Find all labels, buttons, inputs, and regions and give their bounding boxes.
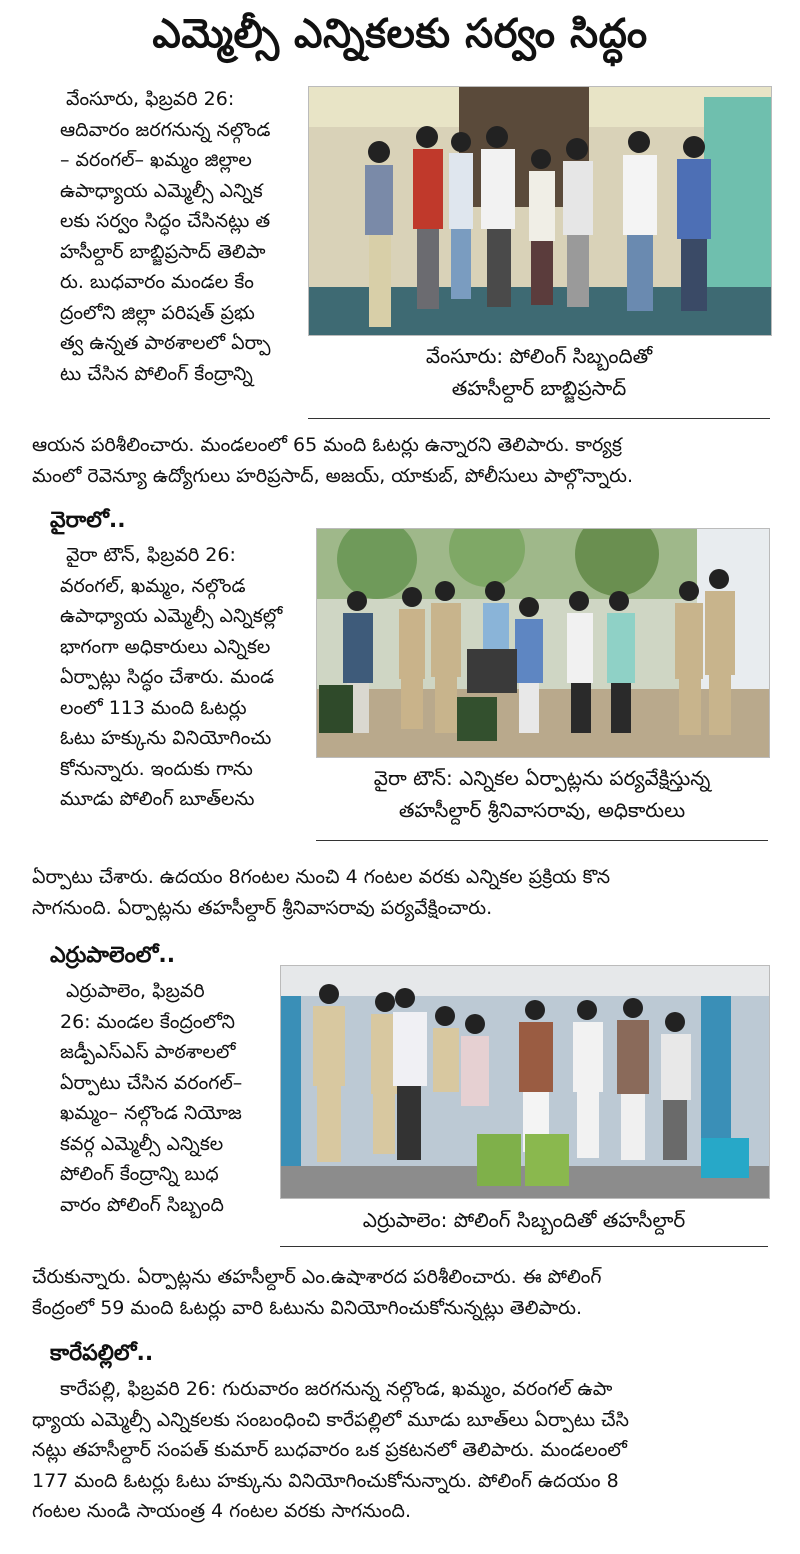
- section4-wide-text: [32, 1374, 788, 1527]
- photo-graphic: [309, 87, 771, 335]
- text-line: త్వ ఉన్నత పాఠశాలలో ఏర్పా: [60, 332, 271, 354]
- text-line: లకు సర్వం సిద్ధం చేసినట్లు త: [60, 210, 271, 232]
- photo-wyra-election-arrangements: [316, 528, 770, 758]
- text-line: జడ్పీఎస్ఎస్ పాఠశాలలో: [60, 1041, 236, 1063]
- subheading-karepalli: కారేపల్లిలో..: [50, 1341, 154, 1366]
- headline: ఎమ్మెల్సీ ఎన్నికలకు సర్వం సిద్ధం: [152, 11, 648, 57]
- text-line: వరంగల్, ఖమ్మం, నల్గొండ: [60, 574, 246, 597]
- caption-line: తహసీల్దార్ బాబ్జిప్రసాద్: [451, 376, 627, 400]
- text-line: ఎర్రుపాలెం, ఫిబ్రవరి: [66, 980, 205, 1002]
- text-line: సాగనుంది. ఏర్పాట్లను తహసీల్దార్ శ్రీనివాసరావు పర్యవేక్షించారు.: [32, 896, 493, 919]
- text-line: ద్రంలోని జిల్లా పరిషత్ ప్రభు: [60, 301, 255, 324]
- caption-line: వేంసూరు: పోలింగ్ సిబ్బందితో: [425, 344, 653, 368]
- text-line: ఓటు హక్కును వినియోగించు: [60, 727, 272, 749]
- photo-graphic: [281, 966, 769, 1198]
- text-line: ధ్యాయ ఎమ్మెల్సీ ఎన్నికలకు సంబంధించి కారేపల్లిలో మూడు బూత్‌లు ఏర్పాటు చేసి: [32, 1408, 629, 1431]
- text-line: భాగంగా అధికారులు ఎన్నికల: [60, 635, 271, 658]
- text-line: నట్లు తహసీల్దార్ సంపత్ కుమార్ బుధవారం ఒక ప్రకటనలో తెలిపారు. మండలంలో: [32, 1439, 627, 1461]
- caption-rule: [308, 418, 770, 419]
- text-line: వైరా టౌన్, ఫిబ్రవరి 26:: [66, 544, 236, 566]
- caption-rule: [316, 840, 768, 841]
- subheading-wyra: వైరాలో..: [50, 508, 126, 533]
- text-line: కోనున్నారు. ఇందుకు గాను: [60, 757, 253, 780]
- text-line: గంటల నుండి సాయంత్ర 4 గంటల వరకు సాగనుంది.: [32, 1500, 412, 1522]
- text-line: ఉపాధ్యాయ ఎమ్మెల్సీ ఎన్నికల్లో: [60, 605, 283, 627]
- caption-line: వైరా టౌన్: ఎన్నికల ఏర్పాట్లను పర్యవేక్షిస్తున్న: [373, 766, 711, 790]
- text-line: వేంసూరు, ఫిబ్రవరి 26:: [66, 88, 235, 110]
- text-line: రు. బుధవారం మండల కేం: [60, 271, 254, 293]
- text-line: కేంద్రంలో 59 మంది ఓటర్లు వారి ఓటును వినియోగించుకోనున్నట్లు తెలిపారు.: [32, 1296, 582, 1319]
- text-line: పోలింగ్ కేంద్రాన్ని బుధ: [60, 1163, 219, 1185]
- text-line: మూడు పోలింగ్ బూత్‌లను: [60, 788, 255, 810]
- text-line: ఖమ్మం– నల్గొండ నియోజ: [60, 1102, 242, 1124]
- text-line: లంలో 113 మంది ఓటర్లు: [60, 696, 247, 719]
- text-line: ఏర్పాటు చేసిన వరంగల్–: [60, 1071, 243, 1094]
- section3-column-text: [60, 976, 270, 1220]
- text-line: ఏర్పాట్లు సిద్ధం చేశారు. మండ: [60, 666, 275, 688]
- text-line: – వరంగల్– ఖమ్మం జిల్లాల: [60, 149, 252, 171]
- section1-column-text: [60, 84, 294, 389]
- subheading-errupalem: ఎర్రుపాలెంలో..: [50, 943, 176, 968]
- section2-wide-text: [32, 862, 788, 923]
- section2-column-text: [60, 540, 304, 815]
- text-line: ఆదివారం జరగనున్న నల్గొండ: [60, 118, 271, 141]
- text-line: ఏర్పాటు చేశారు. ఉదయం 8గంటల నుంచి 4 గంటల వరకు ఎన్నికల ప్రక్రియ కొన: [32, 866, 611, 888]
- text-line: టు చేసిన పోలింగ్ కేంద్రాన్ని: [60, 362, 253, 385]
- text-line: కారేపల్లి, ఫిబ్రవరి 26: గురువారం జరగనున్న నల్గొండ, ఖమ్మం, వరంగల్ ఉపా: [60, 1378, 613, 1400]
- text-line: ఆయన పరిశీలించారు. మండలంలో 65 మంది ఓటర్లు ఉన్నారని తెలిపారు. కార్యక్ర: [32, 434, 622, 456]
- text-line: 26: మండల కేంద్రంలోని: [60, 1010, 235, 1033]
- section1-wide-text: [32, 430, 788, 491]
- text-line: 177 మంది ఓటర్లు ఓటు హక్కును వినియోగించుకోనున్నారు. పోలింగ్ ఉదయం 8: [32, 1469, 619, 1492]
- text-line: కవర్గ ఎమ్మెల్సీ ఎన్నికల: [60, 1132, 224, 1155]
- text-line: మంలో రెవెన్యూ ఉద్యోగులు హరిప్రసాద్, అజయ్, యాకుబ్, పోలీసులు పాల్గొన్నారు.: [32, 464, 634, 487]
- section3-wide-text: [32, 1262, 788, 1323]
- photo-caption-wyra: [316, 762, 768, 826]
- caption-line: తహసీల్దార్ శ్రీనివాసరావు, అధికారులు: [398, 798, 686, 822]
- photo-vemsuru-polling-staff: [308, 86, 772, 336]
- text-line: హసీల్దార్ బాబ్జిప్రసాద్ తెలిపా: [60, 240, 266, 263]
- photo-graphic: [317, 529, 769, 757]
- text-line: వారం పోలింగ్ సిబ్బంది: [60, 1193, 224, 1216]
- photo-caption-errupalem: ఎర్రుపాలెం: పోలింగ్ సిబ్బందితో తహసీల్దార్: [362, 1208, 686, 1232]
- caption-rule: [280, 1246, 768, 1247]
- text-line: ఉపాధ్యాయ ఎమ్మెల్సీ ఎన్నిక: [60, 179, 263, 202]
- photo-errupalem-polling-staff: [280, 965, 770, 1199]
- photo-caption-vemsuru: [308, 340, 770, 404]
- text-line: చేరుకున్నారు. ఏర్పాట్లను తహసీల్దార్ ఎం.ఉషాశారద పరిశీలించారు. ఈ పోలింగ్: [32, 1266, 602, 1288]
